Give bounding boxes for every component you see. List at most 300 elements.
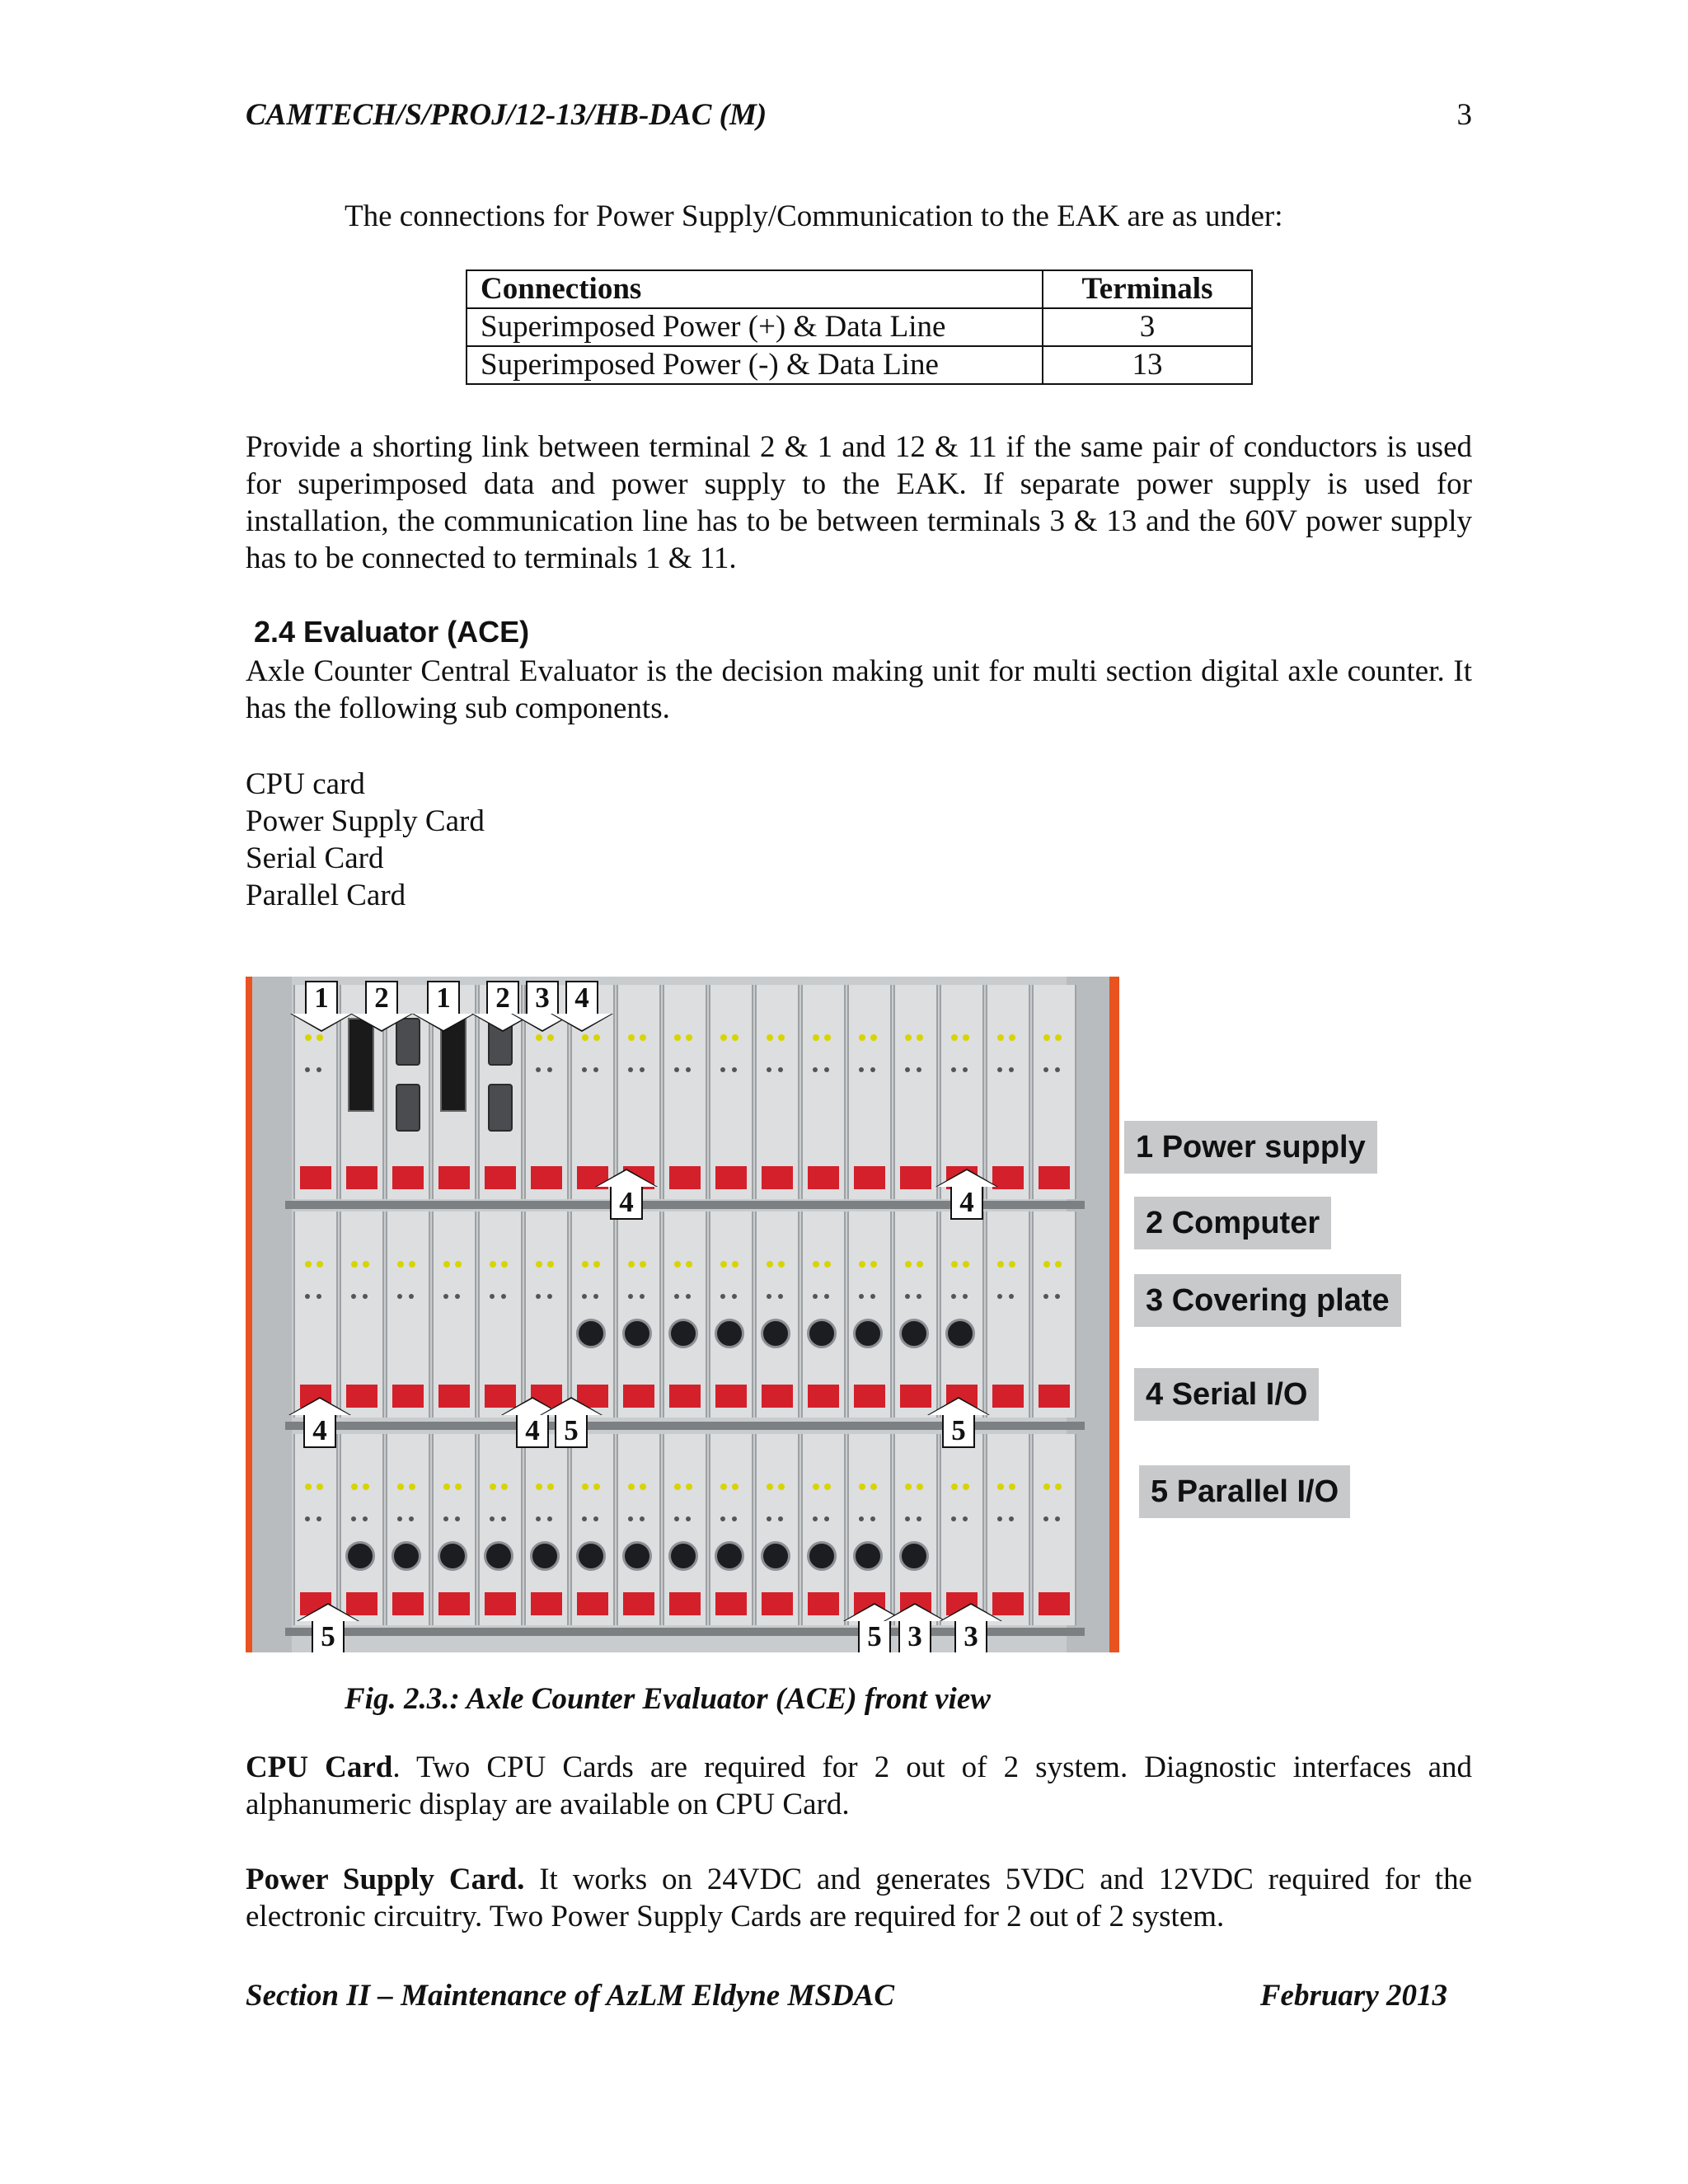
callout-mid: 4: [610, 1185, 643, 1220]
callout-top: 2: [365, 981, 398, 1015]
indicator-dot-icon: [767, 1067, 771, 1072]
led-icon: [628, 1483, 635, 1490]
legend-parallel-io: 5 Parallel I/O: [1139, 1465, 1350, 1518]
rack-chassis: [252, 977, 1109, 1652]
section-intro: Axle Counter Central Evaluator is the decision making unit for multi section digital axle counter. It has the following sub components.: [246, 654, 1472, 725]
intro-text: The connections for Power Supply/Communication to the EAK are as under:: [345, 199, 1283, 233]
indicator-dot-icon: [397, 1294, 402, 1299]
led-icon: [582, 1034, 588, 1041]
indicator-dot-icon: [767, 1294, 771, 1299]
indicator-dot-icon: [951, 1294, 956, 1299]
led-icon: [951, 1483, 958, 1490]
rotary-switch-icon: [484, 1541, 513, 1571]
led-icon: [1043, 1034, 1050, 1041]
indicator-dot-icon: [1009, 1067, 1014, 1072]
led-icon: [1055, 1483, 1062, 1490]
power-supply-card-paragraph: [246, 1861, 1472, 1935]
table-header-connections: Connections: [467, 270, 1043, 308]
led-icon: [409, 1261, 415, 1268]
table-cell-connection: Superimposed Power (-) & Data Line: [467, 346, 1043, 384]
callout-bottom: 3: [954, 1619, 987, 1652]
led-icon: [778, 1034, 785, 1041]
indicator-dot-icon: [351, 1294, 356, 1299]
led-icon: [455, 1483, 462, 1490]
rotary-switch-icon: [576, 1541, 606, 1571]
card-eject-tab: [485, 1592, 516, 1615]
indicator-dot-icon: [963, 1516, 968, 1521]
indicator-dot-icon: [397, 1516, 402, 1521]
led-icon: [316, 1483, 323, 1490]
card-eject-tab: [854, 1385, 885, 1408]
legend-computer: 2 Computer: [1134, 1197, 1331, 1249]
rotary-switch-icon: [715, 1319, 744, 1348]
led-icon: [824, 1034, 831, 1041]
power-supply-card-term: Power Supply Card.: [246, 1863, 525, 1896]
indicator-dot-icon: [316, 1067, 321, 1072]
led-icon: [767, 1483, 773, 1490]
indicator-dot-icon: [778, 1516, 783, 1521]
indicator-dot-icon: [824, 1067, 829, 1072]
indicator-dot-icon: [547, 1067, 552, 1072]
section-heading: 2.4 Evaluator (ACE): [254, 615, 530, 649]
card-eject-tab: [808, 1166, 839, 1189]
indicator-dot-icon: [455, 1516, 460, 1521]
indicator-dot-icon: [363, 1516, 368, 1521]
indicator-dot-icon: [536, 1516, 541, 1521]
led-icon: [582, 1261, 588, 1268]
led-icon: [397, 1261, 404, 1268]
led-icon: [640, 1483, 646, 1490]
indicator-dot-icon: [732, 1294, 737, 1299]
table-header-terminals: Terminals: [1043, 270, 1252, 308]
led-icon: [490, 1483, 496, 1490]
led-icon: [951, 1261, 958, 1268]
indicator-dot-icon: [951, 1516, 956, 1521]
led-icon: [1055, 1034, 1062, 1041]
indicator-dot-icon: [1009, 1516, 1014, 1521]
led-icon: [917, 1483, 923, 1490]
indicator-dot-icon: [859, 1294, 864, 1299]
table-header-row: [467, 270, 1252, 308]
card-eject-tab: [762, 1385, 793, 1408]
indicator-dot-icon: [963, 1067, 968, 1072]
card-eject-tab: [438, 1385, 470, 1408]
led-icon: [778, 1261, 785, 1268]
table-cell-terminal: 13: [1043, 346, 1252, 384]
led-icon: [997, 1483, 1004, 1490]
led-icon: [720, 1034, 727, 1041]
led-icon: [997, 1261, 1004, 1268]
indicator-dot-icon: [767, 1516, 771, 1521]
rotary-switch-icon: [853, 1541, 883, 1571]
connector-icon: [396, 1084, 420, 1132]
card-eject-tab: [623, 1385, 654, 1408]
indicator-dot-icon: [363, 1294, 368, 1299]
indicator-dot-icon: [997, 1516, 1002, 1521]
led-icon: [963, 1261, 969, 1268]
led-icon: [490, 1261, 496, 1268]
led-icon: [501, 1483, 508, 1490]
indicator-dot-icon: [674, 1516, 679, 1521]
card-eject-tab: [392, 1385, 424, 1408]
indicator-dot-icon: [628, 1516, 633, 1521]
card-eject-tab: [762, 1166, 793, 1189]
card-eject-tab: [808, 1592, 839, 1615]
indicator-dot-icon: [1009, 1294, 1014, 1299]
indicator-dot-icon: [547, 1516, 552, 1521]
indicator-dot-icon: [674, 1067, 679, 1072]
indicator-dot-icon: [547, 1294, 552, 1299]
callout-mid: 4: [950, 1185, 983, 1220]
led-icon: [547, 1034, 554, 1041]
indicator-dot-icon: [640, 1067, 645, 1072]
card-eject-tab: [346, 1166, 377, 1189]
led-icon: [997, 1034, 1004, 1041]
indicator-dot-icon: [409, 1516, 414, 1521]
led-icon: [813, 1034, 819, 1041]
indicator-dot-icon: [593, 1516, 598, 1521]
indicator-dot-icon: [501, 1294, 506, 1299]
led-icon: [397, 1483, 404, 1490]
led-icon: [720, 1483, 727, 1490]
rotary-switch-icon: [807, 1541, 837, 1571]
led-icon: [963, 1034, 969, 1041]
card-eject-tab: [485, 1166, 516, 1189]
legend-serial-io: 4 Serial I/O: [1134, 1368, 1319, 1421]
led-icon: [870, 1261, 877, 1268]
led-icon: [686, 1483, 692, 1490]
led-icon: [305, 1034, 312, 1041]
indicator-dot-icon: [732, 1067, 737, 1072]
connector-icon: [488, 1084, 513, 1132]
indicator-dot-icon: [582, 1294, 587, 1299]
indicator-dot-icon: [351, 1516, 356, 1521]
led-icon: [859, 1034, 865, 1041]
table-cell-terminal: 3: [1043, 308, 1252, 346]
led-icon: [1009, 1483, 1015, 1490]
led-icon: [305, 1261, 312, 1268]
indicator-dot-icon: [951, 1067, 956, 1072]
led-icon: [536, 1034, 542, 1041]
indicator-dot-icon: [316, 1294, 321, 1299]
led-icon: [593, 1261, 600, 1268]
led-icon: [305, 1483, 312, 1490]
led-icon: [1055, 1261, 1062, 1268]
component-list-item: CPU card: [246, 767, 365, 801]
indicator-dot-icon: [582, 1516, 587, 1521]
rotary-switch-icon: [807, 1319, 837, 1348]
card-eject-tab: [1039, 1385, 1070, 1408]
indicator-dot-icon: [778, 1067, 783, 1072]
component-list-item: Parallel Card: [246, 879, 406, 912]
indicator-dot-icon: [813, 1067, 818, 1072]
indicator-dot-icon: [824, 1294, 829, 1299]
led-icon: [1043, 1483, 1050, 1490]
indicator-dot-icon: [686, 1294, 691, 1299]
led-icon: [628, 1261, 635, 1268]
card-eject-tab: [808, 1385, 839, 1408]
component-list-item: Power Supply Card: [246, 804, 485, 838]
table-row: [467, 346, 1252, 384]
rotary-switch-icon: [715, 1541, 744, 1571]
indicator-dot-icon: [720, 1516, 725, 1521]
led-icon: [674, 1483, 681, 1490]
card-eject-tab: [992, 1385, 1024, 1408]
connections-table: [466, 269, 1253, 385]
indicator-dot-icon: [628, 1294, 633, 1299]
led-icon: [674, 1261, 681, 1268]
legend-covering-plate: 3 Covering plate: [1134, 1274, 1401, 1327]
led-icon: [1009, 1261, 1015, 1268]
callout-lower: 5: [555, 1413, 588, 1448]
card-eject-tab: [1039, 1592, 1070, 1615]
rotary-switch-icon: [899, 1319, 929, 1348]
indicator-dot-icon: [593, 1294, 598, 1299]
indicator-dot-icon: [490, 1294, 495, 1299]
indicator-dot-icon: [720, 1294, 725, 1299]
indicator-dot-icon: [316, 1516, 321, 1521]
led-icon: [778, 1483, 785, 1490]
indicator-dot-icon: [305, 1294, 310, 1299]
indicator-dot-icon: [997, 1294, 1002, 1299]
indicator-dot-icon: [859, 1067, 864, 1072]
card-eject-tab: [715, 1592, 747, 1615]
card-eject-tab: [392, 1592, 424, 1615]
card-eject-tab: [577, 1592, 608, 1615]
indicator-dot-icon: [686, 1067, 691, 1072]
indicator-dot-icon: [905, 1067, 910, 1072]
callout-lower: 5: [942, 1413, 975, 1448]
callout-top: 2: [486, 981, 519, 1015]
cpu-card-text: . Two CPU Cards are required for 2 out of 2 system. Diagnostic interfaces and alphanumeric display are available on CPU Card.: [246, 1750, 1472, 1821]
page-number: 3: [1456, 98, 1472, 132]
callout-top: 1: [427, 981, 460, 1015]
indicator-dot-icon: [963, 1294, 968, 1299]
indicator-dot-icon: [870, 1516, 875, 1521]
led-icon: [870, 1034, 877, 1041]
indicator-dot-icon: [813, 1294, 818, 1299]
led-icon: [593, 1034, 600, 1041]
callout-top: 1: [305, 981, 338, 1015]
indicator-dot-icon: [305, 1067, 310, 1072]
power-supply-card-text: It works on 24VDC and generates 5VDC and 12VDC required for the electronic circuitry. Two Power Supply Cards are required for 2 out of 2 system.: [246, 1863, 1473, 1933]
card-eject-tab: [623, 1592, 654, 1615]
indicator-dot-icon: [720, 1067, 725, 1072]
led-icon: [363, 1483, 369, 1490]
figure-caption: Fig. 2.3.: Axle Counter Evaluator (ACE) front view: [345, 1682, 991, 1716]
led-icon: [1043, 1261, 1050, 1268]
led-icon: [443, 1261, 450, 1268]
indicator-dot-icon: [824, 1516, 829, 1521]
callout-bottom: 3: [898, 1619, 931, 1652]
led-icon: [686, 1034, 692, 1041]
led-icon: [813, 1483, 819, 1490]
callout-lower: 4: [516, 1413, 549, 1448]
led-icon: [917, 1034, 923, 1041]
led-icon: [824, 1483, 831, 1490]
rotary-switch-icon: [392, 1541, 421, 1571]
indicator-dot-icon: [536, 1067, 541, 1072]
callout-top: 4: [565, 981, 598, 1015]
rotary-switch-icon: [853, 1319, 883, 1348]
led-icon: [640, 1261, 646, 1268]
callout-top: 3: [526, 981, 559, 1015]
cpu-display-icon: [440, 1018, 467, 1112]
led-icon: [963, 1483, 969, 1490]
indicator-dot-icon: [640, 1516, 645, 1521]
led-icon: [674, 1034, 681, 1041]
led-icon: [501, 1261, 508, 1268]
card-eject-tab: [531, 1592, 562, 1615]
rotary-switch-icon: [530, 1541, 560, 1571]
cpu-card-paragraph: [246, 1749, 1472, 1823]
led-icon: [1009, 1034, 1015, 1041]
led-icon: [363, 1261, 369, 1268]
rotary-switch-icon: [438, 1541, 467, 1571]
indicator-dot-icon: [1055, 1516, 1060, 1521]
indicator-dot-icon: [593, 1067, 598, 1072]
led-icon: [593, 1483, 600, 1490]
indicator-dot-icon: [305, 1516, 310, 1521]
table-row: [467, 308, 1252, 346]
rotary-switch-icon: [899, 1541, 929, 1571]
indicator-dot-icon: [1043, 1516, 1048, 1521]
indicator-dot-icon: [917, 1294, 921, 1299]
indicator-dot-icon: [501, 1516, 506, 1521]
callout-bottom: 5: [858, 1619, 891, 1652]
card-eject-tab: [1039, 1166, 1070, 1189]
indicator-dot-icon: [905, 1294, 910, 1299]
footer-section-title: Section II – Maintenance of AzLM Eldyne MSDAC: [246, 1979, 895, 2013]
indicator-dot-icon: [490, 1516, 495, 1521]
rotary-switch-icon: [576, 1319, 606, 1348]
rotary-switch-icon: [668, 1319, 698, 1348]
led-icon: [686, 1261, 692, 1268]
indicator-dot-icon: [628, 1067, 633, 1072]
rotary-switch-icon: [761, 1319, 790, 1348]
indicator-dot-icon: [917, 1516, 921, 1521]
led-icon: [536, 1261, 542, 1268]
card-eject-tab: [669, 1166, 701, 1189]
led-icon: [905, 1034, 912, 1041]
rotary-switch-icon: [945, 1319, 975, 1348]
led-icon: [767, 1034, 773, 1041]
led-icon: [720, 1261, 727, 1268]
led-icon: [813, 1261, 819, 1268]
cpu-card-term: CPU Card: [246, 1750, 393, 1784]
rotary-switch-icon: [345, 1541, 375, 1571]
led-icon: [640, 1034, 646, 1041]
led-icon: [628, 1034, 635, 1041]
indicator-dot-icon: [778, 1294, 783, 1299]
footer-date: February 2013: [1259, 1979, 1447, 2013]
rotary-switch-icon: [622, 1319, 652, 1348]
led-icon: [443, 1483, 450, 1490]
led-icon: [870, 1483, 877, 1490]
ace-front-view-figure: [246, 977, 1119, 1652]
indicator-dot-icon: [870, 1067, 875, 1072]
indicator-dot-icon: [536, 1294, 541, 1299]
indicator-dot-icon: [870, 1294, 875, 1299]
card-eject-tab: [392, 1166, 424, 1189]
led-icon: [547, 1261, 554, 1268]
indicator-dot-icon: [1055, 1294, 1060, 1299]
component-list-item: Serial Card: [246, 841, 384, 875]
led-icon: [859, 1261, 865, 1268]
card-eject-tab: [438, 1166, 470, 1189]
indicator-dot-icon: [905, 1516, 910, 1521]
led-icon: [859, 1483, 865, 1490]
card-eject-tab: [669, 1592, 701, 1615]
indicator-dot-icon: [443, 1294, 448, 1299]
card-eject-tab: [531, 1166, 562, 1189]
card-eject-tab: [438, 1592, 470, 1615]
indicator-dot-icon: [813, 1516, 818, 1521]
rack-frame-left: [252, 977, 292, 1652]
indicator-dot-icon: [582, 1067, 587, 1072]
indicator-dot-icon: [859, 1516, 864, 1521]
card-eject-tab: [900, 1166, 931, 1189]
led-icon: [547, 1483, 554, 1490]
led-icon: [455, 1261, 462, 1268]
led-icon: [582, 1483, 588, 1490]
indicator-dot-icon: [674, 1294, 679, 1299]
led-icon: [905, 1261, 912, 1268]
card-eject-tab: [300, 1166, 331, 1189]
led-icon: [917, 1261, 923, 1268]
indicator-dot-icon: [1043, 1294, 1048, 1299]
led-icon: [732, 1034, 738, 1041]
rotary-switch-icon: [668, 1541, 698, 1571]
led-icon: [409, 1483, 415, 1490]
card-eject-tab: [669, 1385, 701, 1408]
legend-power-supply: 1 Power supply: [1124, 1121, 1377, 1174]
callout-lower: 4: [303, 1413, 336, 1448]
led-icon: [732, 1483, 738, 1490]
indicator-dot-icon: [443, 1516, 448, 1521]
indicator-dot-icon: [1055, 1067, 1060, 1072]
cpu-display-icon: [348, 1018, 374, 1112]
card-eject-tab: [762, 1592, 793, 1615]
callout-bottom: 5: [312, 1619, 345, 1652]
header-doc-code: CAMTECH/S/PROJ/12-13/HB-DAC (M): [246, 98, 767, 132]
led-icon: [732, 1261, 738, 1268]
indicator-dot-icon: [997, 1067, 1002, 1072]
table-cell-connection: Superimposed Power (+) & Data Line: [467, 308, 1043, 346]
indicator-dot-icon: [640, 1294, 645, 1299]
shorting-paragraph: Provide a shorting link between terminal 2 & 1 and 12 & 11 if the same pair of conductors is used for superimposed data and power supply to the EAK. If separate power supply is used for installation, the communication line has to be between terminals 3 & 13 and the 60V power supply has to be connected to terminals 1 & 11.: [246, 430, 1472, 575]
led-icon: [351, 1483, 358, 1490]
card-eject-tab: [715, 1166, 747, 1189]
led-icon: [536, 1483, 542, 1490]
indicator-dot-icon: [732, 1516, 737, 1521]
led-icon: [316, 1261, 323, 1268]
led-icon: [824, 1261, 831, 1268]
led-icon: [316, 1034, 323, 1041]
rotary-switch-icon: [761, 1541, 790, 1571]
card-eject-tab: [715, 1385, 747, 1408]
led-icon: [351, 1261, 358, 1268]
indicator-dot-icon: [686, 1516, 691, 1521]
indicator-dot-icon: [455, 1294, 460, 1299]
led-icon: [905, 1483, 912, 1490]
indicator-dot-icon: [1043, 1067, 1048, 1072]
indicator-dot-icon: [917, 1067, 921, 1072]
rotary-switch-icon: [622, 1541, 652, 1571]
led-icon: [951, 1034, 958, 1041]
card-eject-tab: [854, 1166, 885, 1189]
led-icon: [767, 1261, 773, 1268]
